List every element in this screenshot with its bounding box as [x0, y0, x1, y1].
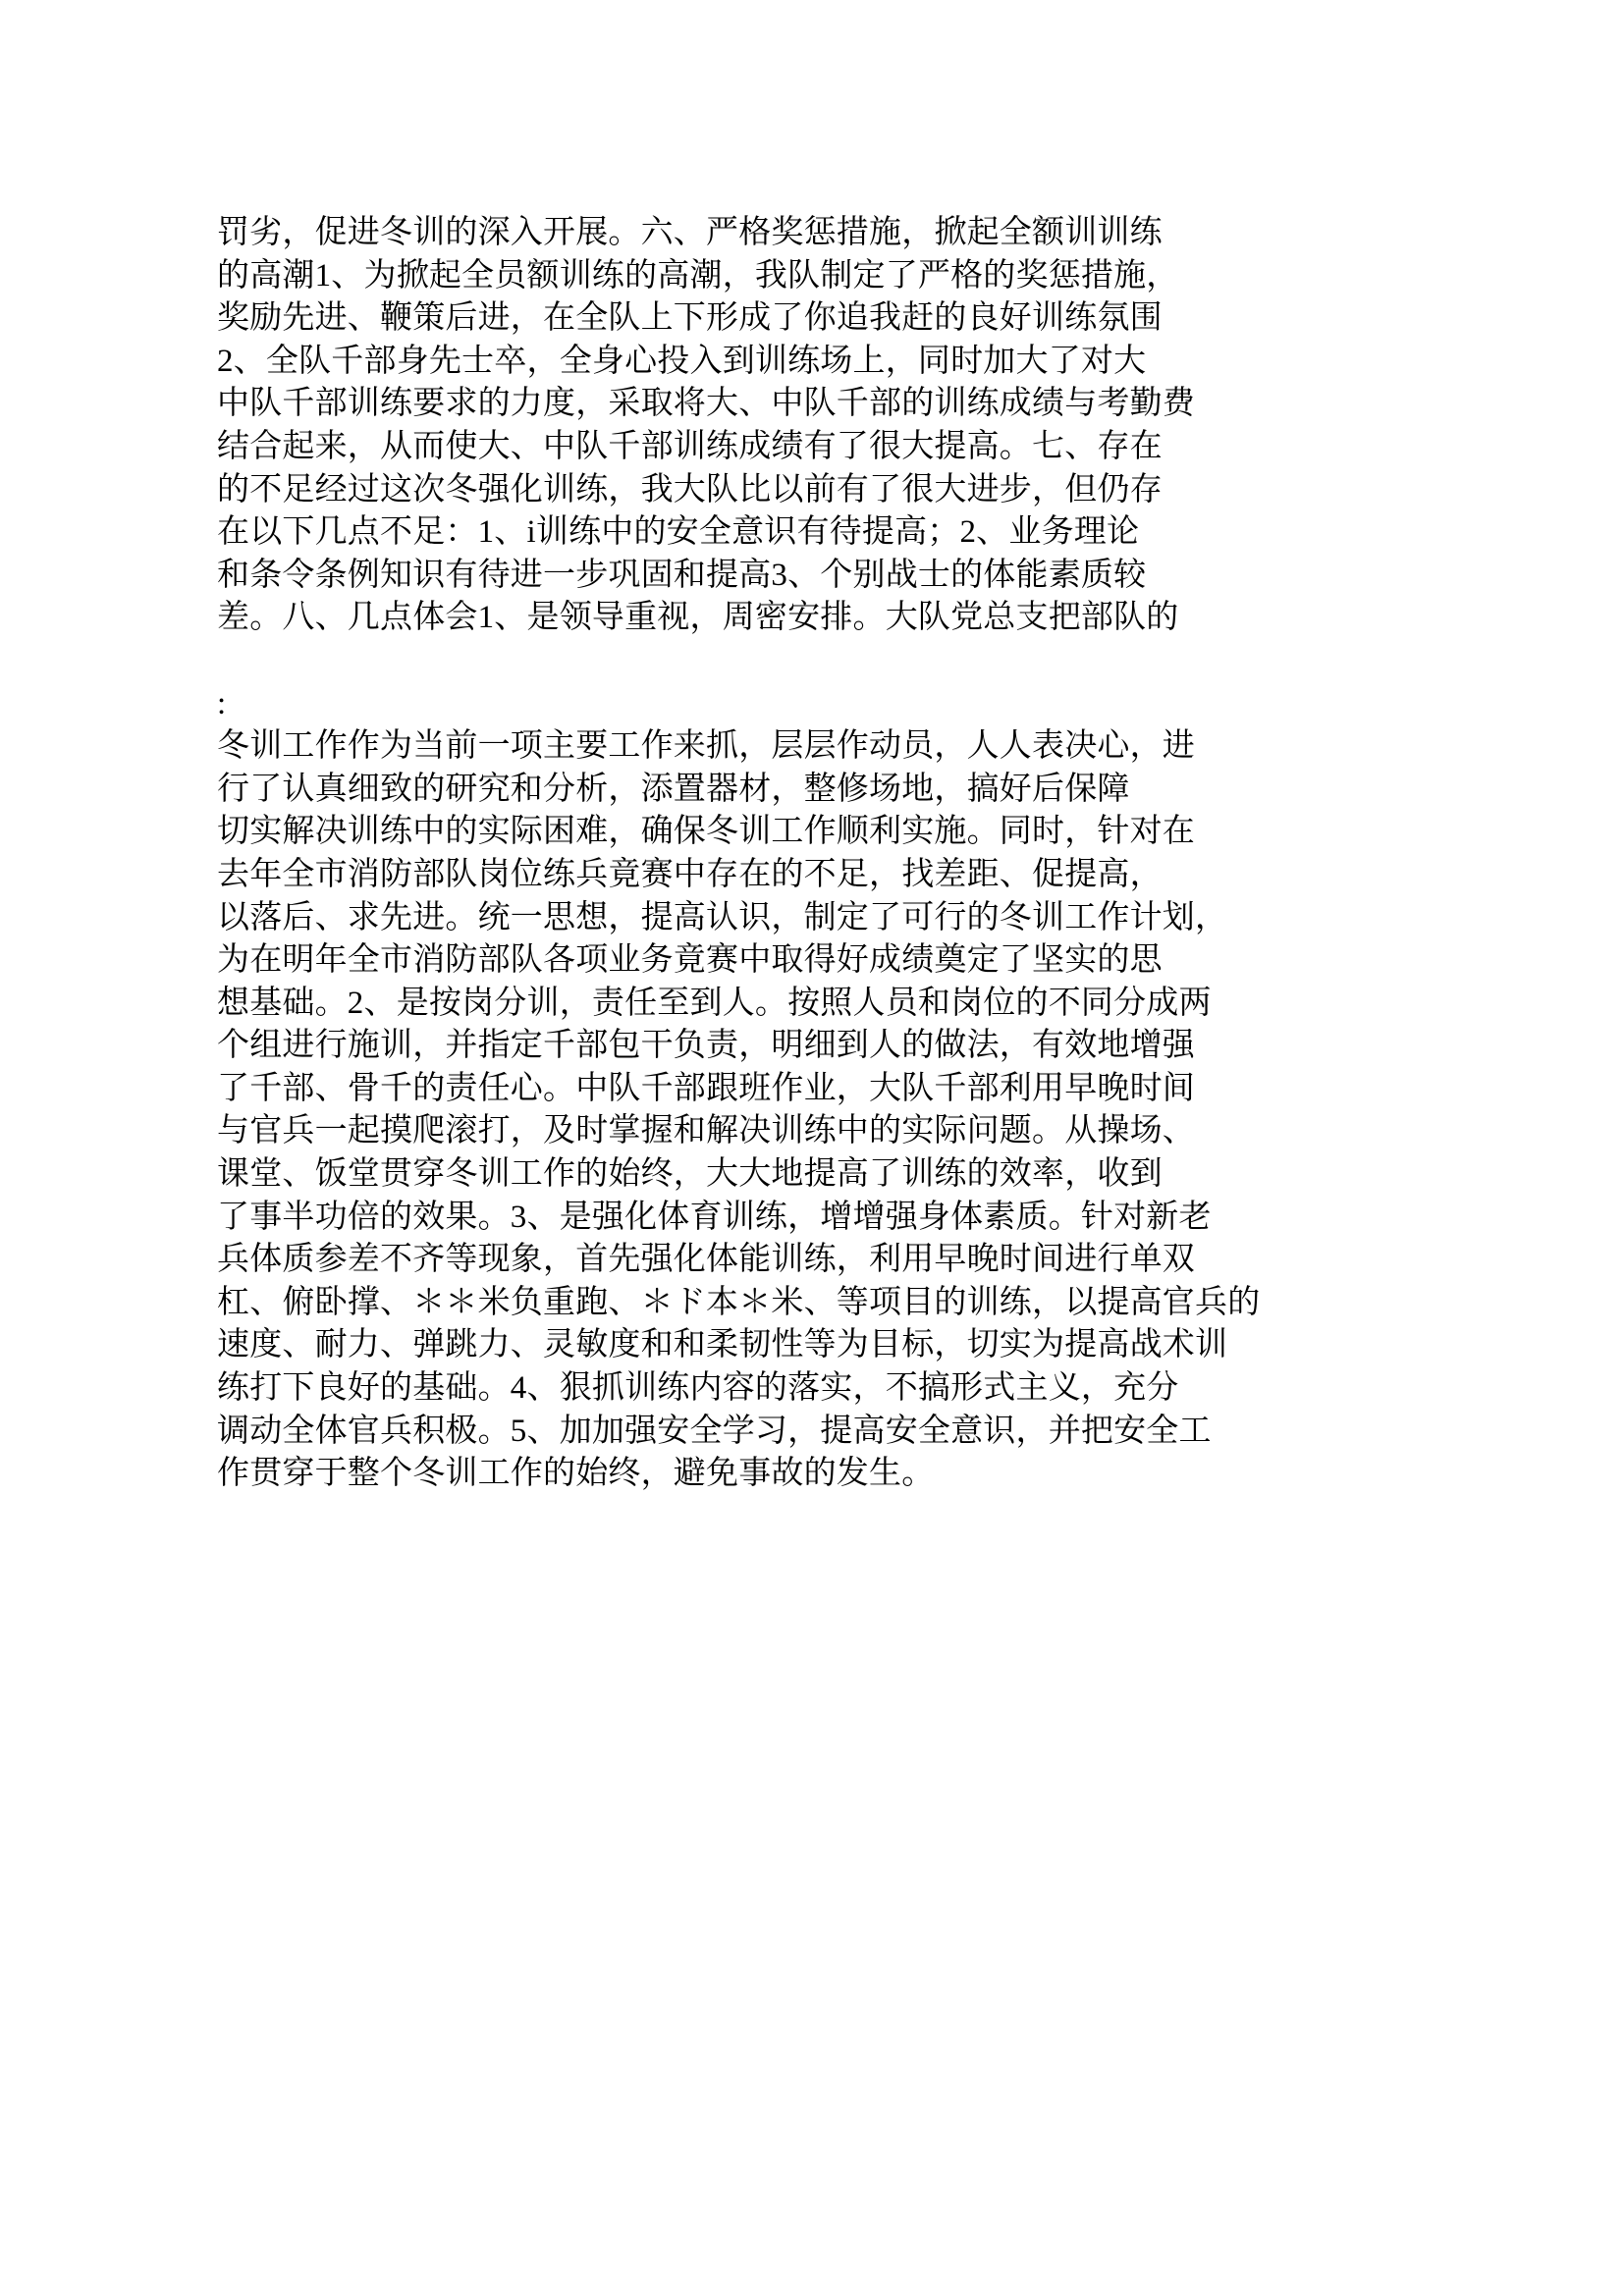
blank-line: [217, 640, 1209, 683]
text-line: 了千部、骨千的责任心。中队千部跟班作业，大队千部利用早晚时间: [217, 1070, 1195, 1106]
text-line: 速度、耐力、弹跳力、灵敏度和和柔韧性等为目标，切实为提高战术训: [217, 1327, 1228, 1363]
text-line: 在以下几点不足：1、i训练中的安全意识有待提高；2、业务理论: [217, 514, 1140, 551]
text-line: 切实解决训练中的实际困难，确保冬训工作顺利实施。同时，针对在: [217, 814, 1195, 850]
text-line: 个组进行施训，并指定千部包干负责，明细到人的做法，有效地增强: [217, 1028, 1195, 1064]
text-line: 练打下良好的基础。4、狠抓训练内容的落实，不搞形式主义，充分: [217, 1370, 1179, 1407]
text-line: 以落后、求先进。统一思想，提高认识，制定了可行的冬训工作计划，: [217, 899, 1228, 935]
text-line: 了事半功倍的效果。3、是强化体育训练，增增强身体素质。针对新老: [217, 1199, 1212, 1235]
text-line: 调动全体官兵积极。5、加加强安全学习，提高安全意识，并把安全工: [217, 1413, 1212, 1449]
text-line: 中队千部训练要求的力度，采取将大、中队千部的训练成绩与考勤费: [217, 386, 1195, 422]
text-line: 罚劣，促进冬训的深入开展。六、严格奖惩措施，掀起全额训训练: [217, 215, 1163, 250]
text-line: 作贯穿于整个冬训工作的始终，避免事故的发生。: [217, 1456, 935, 1492]
text-line: 兵体质参差不齐等现象，首先强化体能训练，利用早晚时间进行单双: [217, 1242, 1195, 1278]
text-line: 差。八、几点体会1、是领导重视，周密安排。大队党总支把部队的: [217, 600, 1179, 636]
text-line: 与官兵一起摸爬滚打，及时掌握和解决训练中的实际问题。从操场、: [217, 1113, 1195, 1149]
text-line: 课堂、饭堂贯穿冬训工作的始终，大大地提高了训练的效率，收到: [217, 1156, 1163, 1193]
text-line: 2、全队千部身先士卒，全身心投入到训练场上，同时加大了对大: [217, 343, 1147, 379]
text-line: 的不足经过这次冬强化训练，我大队比以前有了很大进步，但仍存: [217, 471, 1163, 507]
text-line: 和条令条例知识有待进一步巩固和提高3、个别战士的体能素质较: [217, 557, 1147, 593]
body-text: [217, 212, 1261, 1496]
colon-line: :: [217, 685, 227, 721]
text-line: 杠、俯卧撑、＊＊米负重跑、＊ド本＊米、等项目的训练，以提高官兵的: [217, 1284, 1261, 1320]
text-line: 的高潮1、为掀起全员额训练的高潮，我队制定了严格的奖惩措施，: [217, 257, 1179, 294]
text-line: 想基础。2、是按岗分训，责任至到人。按照人员和岗位的不同分成两: [217, 985, 1212, 1021]
text-line: 去年全市消防部队岗位练兵竟赛中存在的不足，找差距、促提高，: [217, 856, 1163, 892]
text-line: 行了认真细致的研究和分析，添置器材，整修场地，搞好后保障: [217, 771, 1130, 807]
text-line: 奖励先进、鞭策后进，在全队上下形成了你追我赶的良好训练氛围: [217, 300, 1163, 337]
text-line: 为在明年全市消防部队各项业务竟赛中取得好成绩奠定了坚实的思: [217, 942, 1163, 979]
text-line: 结合起来，从而使大、中队千部训练成绩有了很大提高。七、存在: [217, 428, 1163, 464]
text-line: 冬训工作作为当前一项主要工作来抓，层层作动员，人人表决心，进: [217, 728, 1195, 765]
